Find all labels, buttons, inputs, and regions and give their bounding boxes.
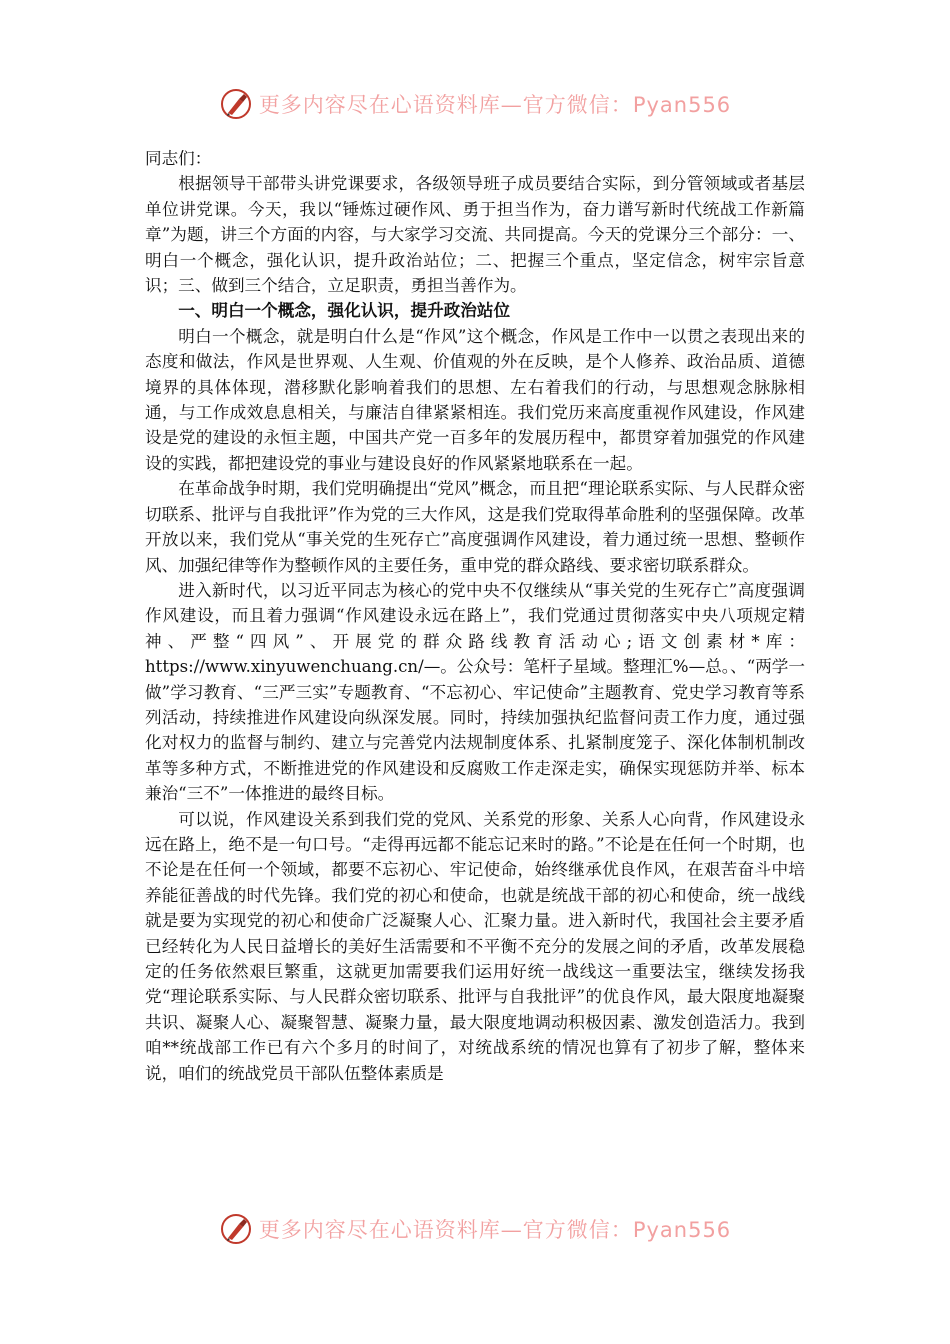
body-paragraph: 在革命战争时期，我们党明确提出“党风”概念，而且把“理论联系实际、与人民群众密切联系、批评与自我批评”作为党的三大作风，这是我们党取得革命胜利的坚强保障。改革开放以来，我们党从“事关党的生死存亡”高度强调作风建设，着力通过统一思想、整顿作风、加强纪律等作为整顿作风的主要任务，重申党的群众路线、要求密切联系群众。 (145, 479, 805, 575)
header-watermark-banner (0, 84, 950, 124)
watermark-text: 更多内容尽在心语资料库—官方微信：Pyan556 (258, 1218, 732, 1242)
footer-watermark-banner (0, 1209, 950, 1249)
section-heading-1: 一、明白一个概念，强化认识，提升政治站位 (178, 301, 511, 321)
body-paragraph: 明白一个概念，就是明白什么是“作风”这个概念，作风是工作中一以贯之表现出来的态度和做法，作风是世界观、人生观、价值观的外在反映，是个人修养、政治品质、道德境界的具体体现，潜移默化影响着我们的思想、左右着我们的行动，与思想观念脉脉相通，与工作成效息息相关，与廉洁自律紧紧相连。我们党历来高度重视作风建设，作风建设是党的建设的永恒主题，中国共产党一百多年的发展历程中，都贯穿着加强党的作风建设的实践，都把建设党的事业与建设良好的作风紧紧地联系在一起。 (145, 326, 805, 473)
pen-logo-icon (219, 87, 253, 121)
body-paragraph: 可以说，作风建设关系到我们党的党风、关系党的形象、关系人心向背，作风建设永远在路上，绝不是一句口号。“走得再远都不能忘记来时的路。”不论是在任何一个时期，也不论是在任何一个领域，都要不忘初心、牢记使命，始终继承优良作风，在艰苦奋斗中培养能征善战的时代先锋。我们党的初心和使命，也就是统战干部的初心和使命，统一战线就是要为实现党的初心和使命广泛凝聚人心、汇聚力量。进入新时代，我国社会主要矛盾已经转化为人民日益增长的美好生活需要和不平衡不充分的发展之间的矛盾，改革发展稳定的任务依然艰巨繁重，这就更加需要我们运用好统一战线这一重要法宝，继续发扬我党“理论联系实际、与人民群众密切联系、批评与自我批评”的优良作风，最大限度地凝聚共识、凝聚人心、凝聚智慧、凝聚力量，最大限度地调动积极因素、激发创造活力。我到咱**统战部工作已有六个多月的时间了，对统战系统的情况也算有了初步了解，整体来说，咱们的统战党员干部队伍整体素质是 (145, 809, 805, 1083)
intro-paragraph: 根据领导干部带头讲党课要求，各级领导班子成员要结合实际，到分管领域或者基层单位讲党课。今天，我以“锤炼过硬作风、勇于担当作为，奋力谱写新时代统战工作新篇章”为题，讲三个方面的内容，与大家学习交流、共同提高。今天的党课分三个部分：一、明白一个概念，强化认识，提升政治站位；二、把握三个重点，坚定信念，树牢宗旨意识；三、做到三个结合，立足职责，勇担当善作为。 (145, 174, 805, 296)
pen-logo-icon (219, 1212, 253, 1246)
greeting: 同志们： (145, 149, 212, 168)
body-paragraph: 进入新时代，以习近平同志为核心的党中央不仅继续从“事关党的生死存亡”高度强调作风建设，而且着力强调“作风建设永远在路上”，我们党通过贯彻落实中央八项规定精神、严整“四风”、开展党的群众路线教育活动心;语文创素材*库：https://www.xinyuwenchuang.cn/—。公众号：笔杆子星域。整理汇%—总。、“两学一做”学习教育、“三严三实”专题教育、“不忘初心、牢记使命”主题教育、党史学习教育等系列活动，持续推进作风建设向纵深发展。同时，持续加强执纪监督问责工作力度，通过强化对权力的监督与制约、建立与完善党内法规制度体系、扎紧制度笼子、深化体制机制改革等多种方式，不断推进党的作风建设和反腐败工作走深走实，确保实现惩防并举、标本兼治“三不”一体推进的最终目标。 (145, 580, 805, 804)
document-body (145, 146, 805, 1086)
watermark-text: 更多内容尽在心语资料库—官方微信：Pyan556 (258, 93, 732, 117)
